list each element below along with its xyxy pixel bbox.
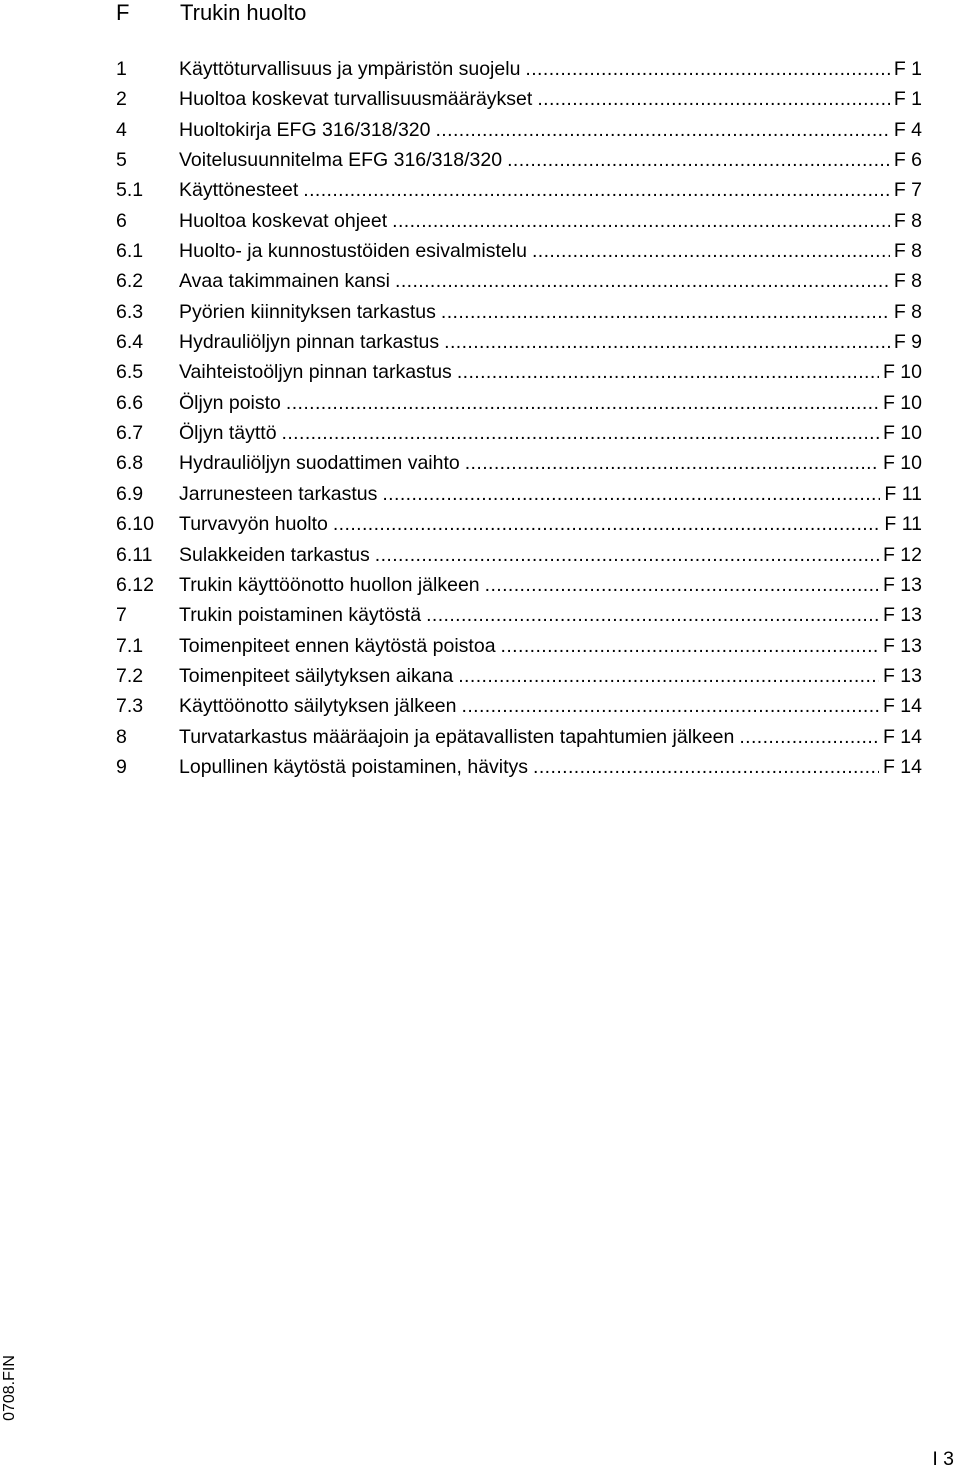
toc-entry-number: 5 <box>116 149 127 172</box>
toc-entry[interactable] <box>116 236 922 266</box>
toc-entry[interactable] <box>116 570 922 600</box>
toc-entry-page[interactable]: F 10 <box>882 391 922 414</box>
document-code: 0708.FIN <box>1 1355 18 1421</box>
toc-entry-number: 7.3 <box>116 695 144 718</box>
toc-entry-page[interactable]: F 14 <box>882 725 922 748</box>
toc-entry-number: 7 <box>116 604 127 627</box>
toc-entry-number: 7.2 <box>116 664 144 687</box>
toc-entry-title[interactable]: Hydrauliöljyn pinnan tarkastus <box>179 331 440 354</box>
dot-leader <box>435 115 889 145</box>
toc-entry-title[interactable]: Öljyn poisto <box>179 391 281 414</box>
dot-leader <box>533 752 879 782</box>
toc-entry-title[interactable]: Turvatarkastus määräajoin ja epätavallisten tapahtumien jälkeen <box>179 725 735 748</box>
page-number: I 3 <box>932 1448 954 1470</box>
toc-entry-body <box>179 722 922 752</box>
dot-leader <box>375 540 879 570</box>
toc-entry-body <box>179 600 922 630</box>
toc-entry-page[interactable]: F 13 <box>882 573 922 596</box>
toc-entry[interactable] <box>116 357 922 387</box>
toc-entry-title[interactable]: Trukin käyttöönotto huollon jälkeen <box>179 573 480 596</box>
toc-entry-title[interactable]: Käyttöönotto säilytyksen jälkeen <box>179 695 457 718</box>
toc-entry-page[interactable]: F 1 <box>893 58 922 80</box>
toc-entry[interactable] <box>116 327 922 357</box>
toc-entry-body <box>179 691 922 721</box>
toc-entry-title[interactable]: Sulakkeiden tarkastus <box>179 543 370 566</box>
toc-entry-page[interactable]: F 13 <box>882 634 922 657</box>
toc-entry[interactable] <box>116 448 922 478</box>
toc-entry[interactable] <box>116 418 922 448</box>
toc-entry-number: 7.1 <box>116 634 144 657</box>
toc-entry-title[interactable]: Turvavyön huolto <box>179 513 328 536</box>
toc-entry-number: 2 <box>116 88 127 111</box>
toc-entry-page[interactable]: F 13 <box>882 604 922 627</box>
toc-entry-number: 6.4 <box>116 331 144 354</box>
toc-entry[interactable] <box>116 388 922 418</box>
toc-entry-title[interactable]: Huoltoa koskevat ohjeet <box>179 209 388 232</box>
toc-entry-body <box>179 266 922 296</box>
dot-leader <box>537 84 889 114</box>
toc-entry-body <box>179 115 922 145</box>
dot-leader <box>525 54 889 84</box>
toc-entry[interactable] <box>116 509 922 539</box>
dot-leader <box>507 145 890 175</box>
toc-entry-number: 6 <box>116 209 127 232</box>
toc-entry-body <box>179 145 922 175</box>
dot-leader <box>303 175 890 205</box>
toc-entry-number: 8 <box>116 725 127 748</box>
toc-entry-body <box>179 540 922 570</box>
toc-entry-page[interactable]: F 8 <box>893 300 922 323</box>
toc-entry-page[interactable]: F 10 <box>882 452 922 475</box>
toc-entry-page[interactable]: F 4 <box>893 118 922 141</box>
toc-entry-page[interactable]: F 8 <box>893 270 922 293</box>
toc-entry[interactable] <box>116 206 922 236</box>
toc-entry-page[interactable]: F 1 <box>893 88 922 111</box>
toc-entry-body <box>179 54 922 84</box>
toc-entry-body <box>179 479 922 509</box>
dot-leader <box>458 661 879 691</box>
toc-entry-page[interactable]: F 10 <box>882 422 922 445</box>
chapter-title: Trukin huolto <box>180 0 307 25</box>
toc-entry[interactable] <box>116 145 922 175</box>
toc-entry-title[interactable]: Huoltoa koskevat turvallisuusmääräykset <box>179 88 533 111</box>
table-of-contents <box>116 54 922 782</box>
dot-leader <box>382 479 880 509</box>
toc-entry-body <box>179 661 922 691</box>
toc-entry[interactable] <box>116 722 922 752</box>
toc-entry-title[interactable]: Toimenpiteet ennen käytöstä poistoa <box>179 634 496 657</box>
dot-leader <box>286 388 879 418</box>
toc-entry-number: 6.3 <box>116 300 144 323</box>
toc-entry-page[interactable]: F 10 <box>882 361 922 384</box>
toc-entry-title[interactable]: Öljyn täyttö <box>179 422 277 445</box>
dot-leader <box>462 691 879 721</box>
toc-entry-body <box>179 206 922 236</box>
toc-entry-page[interactable]: F 11 <box>884 482 922 505</box>
toc-entry-body <box>179 357 922 387</box>
toc-entry[interactable] <box>116 54 922 84</box>
toc-entry[interactable] <box>116 175 922 205</box>
dot-leader <box>532 236 890 266</box>
toc-entry-number: 6.2 <box>116 270 144 293</box>
dot-leader <box>501 631 879 661</box>
toc-entry[interactable] <box>116 115 922 145</box>
toc-entry-number: 6.7 <box>116 422 144 445</box>
toc-entry-page[interactable]: F 9 <box>893 331 922 354</box>
toc-entry-title[interactable]: Jarrunesteen tarkastus <box>179 482 378 505</box>
dot-leader <box>485 570 879 600</box>
chapter-letter: F <box>116 0 130 25</box>
toc-entry[interactable] <box>116 479 922 509</box>
toc-entry-number: 9 <box>116 755 127 778</box>
toc-entry-title[interactable]: Hydrauliöljyn suodattimen vaihto <box>179 452 460 475</box>
toc-entry-title[interactable]: Huolto- ja kunnostustöiden esivalmistelu <box>179 240 527 263</box>
toc-entry-number: 6.12 <box>116 573 154 596</box>
toc-entry-body <box>179 448 922 478</box>
toc-entry-title[interactable]: Käyttönesteet <box>179 179 299 202</box>
toc-entry-page[interactable]: F 8 <box>893 240 922 263</box>
toc-entry-number: 6.10 <box>116 513 154 536</box>
dot-leader <box>282 418 879 448</box>
dot-leader <box>392 206 890 236</box>
toc-entry-page[interactable]: F 8 <box>893 209 922 232</box>
dot-leader <box>441 297 890 327</box>
toc-entry-body <box>179 327 922 357</box>
toc-entry-body <box>179 570 922 600</box>
toc-entry-number: 6.5 <box>116 361 144 384</box>
toc-entry-page[interactable]: F 7 <box>893 179 922 202</box>
toc-entry-number: 5.1 <box>116 179 144 202</box>
toc-entry[interactable] <box>116 600 922 630</box>
toc-entry-body <box>179 84 922 114</box>
toc-entry-body <box>179 631 922 661</box>
toc-entry[interactable] <box>116 84 922 114</box>
toc-entry-body <box>179 509 922 539</box>
toc-entry[interactable] <box>116 266 922 296</box>
toc-entry[interactable] <box>116 631 922 661</box>
toc-entry-title[interactable]: Avaa takimmainen kansi <box>179 270 390 293</box>
toc-entry[interactable] <box>116 752 922 782</box>
toc-entry[interactable] <box>116 691 922 721</box>
toc-entry[interactable] <box>116 297 922 327</box>
toc-entry-number: 4 <box>116 118 127 141</box>
dot-leader <box>426 600 879 630</box>
dot-leader <box>457 357 879 387</box>
toc-entry-page[interactable]: F 13 <box>882 664 922 687</box>
dot-leader <box>395 266 890 296</box>
toc-entry-title[interactable]: Lopullinen käytöstä poistaminen, hävitys <box>179 755 529 778</box>
toc-entry-body <box>179 175 922 205</box>
toc-entry-number: 1 <box>116 58 127 80</box>
toc-entry-number: 6.9 <box>116 482 144 505</box>
toc-entry-page[interactable]: F 6 <box>893 149 922 172</box>
toc-entry-body <box>179 388 922 418</box>
toc-entry-title[interactable]: Vaihteistoöljyn pinnan tarkastus <box>179 361 452 384</box>
toc-entry-title[interactable]: Trukin poistaminen käytöstä <box>179 604 422 627</box>
toc-entry[interactable] <box>116 661 922 691</box>
toc-entry-page[interactable]: F 12 <box>882 543 922 566</box>
toc-entry-number: 6.8 <box>116 452 144 475</box>
toc-entry-number: 6.1 <box>116 240 144 263</box>
toc-entry-number: 6.6 <box>116 391 144 414</box>
dot-leader <box>444 327 890 357</box>
toc-entry-title[interactable]: Pyörien kiinnityksen tarkastus <box>179 300 436 323</box>
dot-leader <box>465 448 879 478</box>
toc-entry[interactable] <box>116 540 922 570</box>
toc-entry-page[interactable]: F 11 <box>884 513 922 536</box>
toc-entry-page[interactable]: F 14 <box>882 755 922 778</box>
toc-entry-number: 6.11 <box>116 543 153 566</box>
toc-entry-body <box>179 752 922 782</box>
dot-leader <box>333 509 881 539</box>
dot-leader <box>739 722 879 752</box>
toc-entry-body <box>179 236 922 266</box>
toc-entry-title[interactable]: Käyttöturvallisuus ja ympäristön suojelu <box>179 58 521 80</box>
toc-entry-title[interactable]: Huoltokirja EFG 316/318/320 <box>179 118 431 141</box>
toc-entry-title[interactable]: Toimenpiteet säilytyksen aikana <box>179 664 454 687</box>
toc-entry-title[interactable]: Voitelusuunnitelma EFG 316/318/320 <box>179 149 503 172</box>
toc-entry-body <box>179 297 922 327</box>
toc-entry-body <box>179 418 922 448</box>
toc-entry-page[interactable]: F 14 <box>882 695 922 718</box>
